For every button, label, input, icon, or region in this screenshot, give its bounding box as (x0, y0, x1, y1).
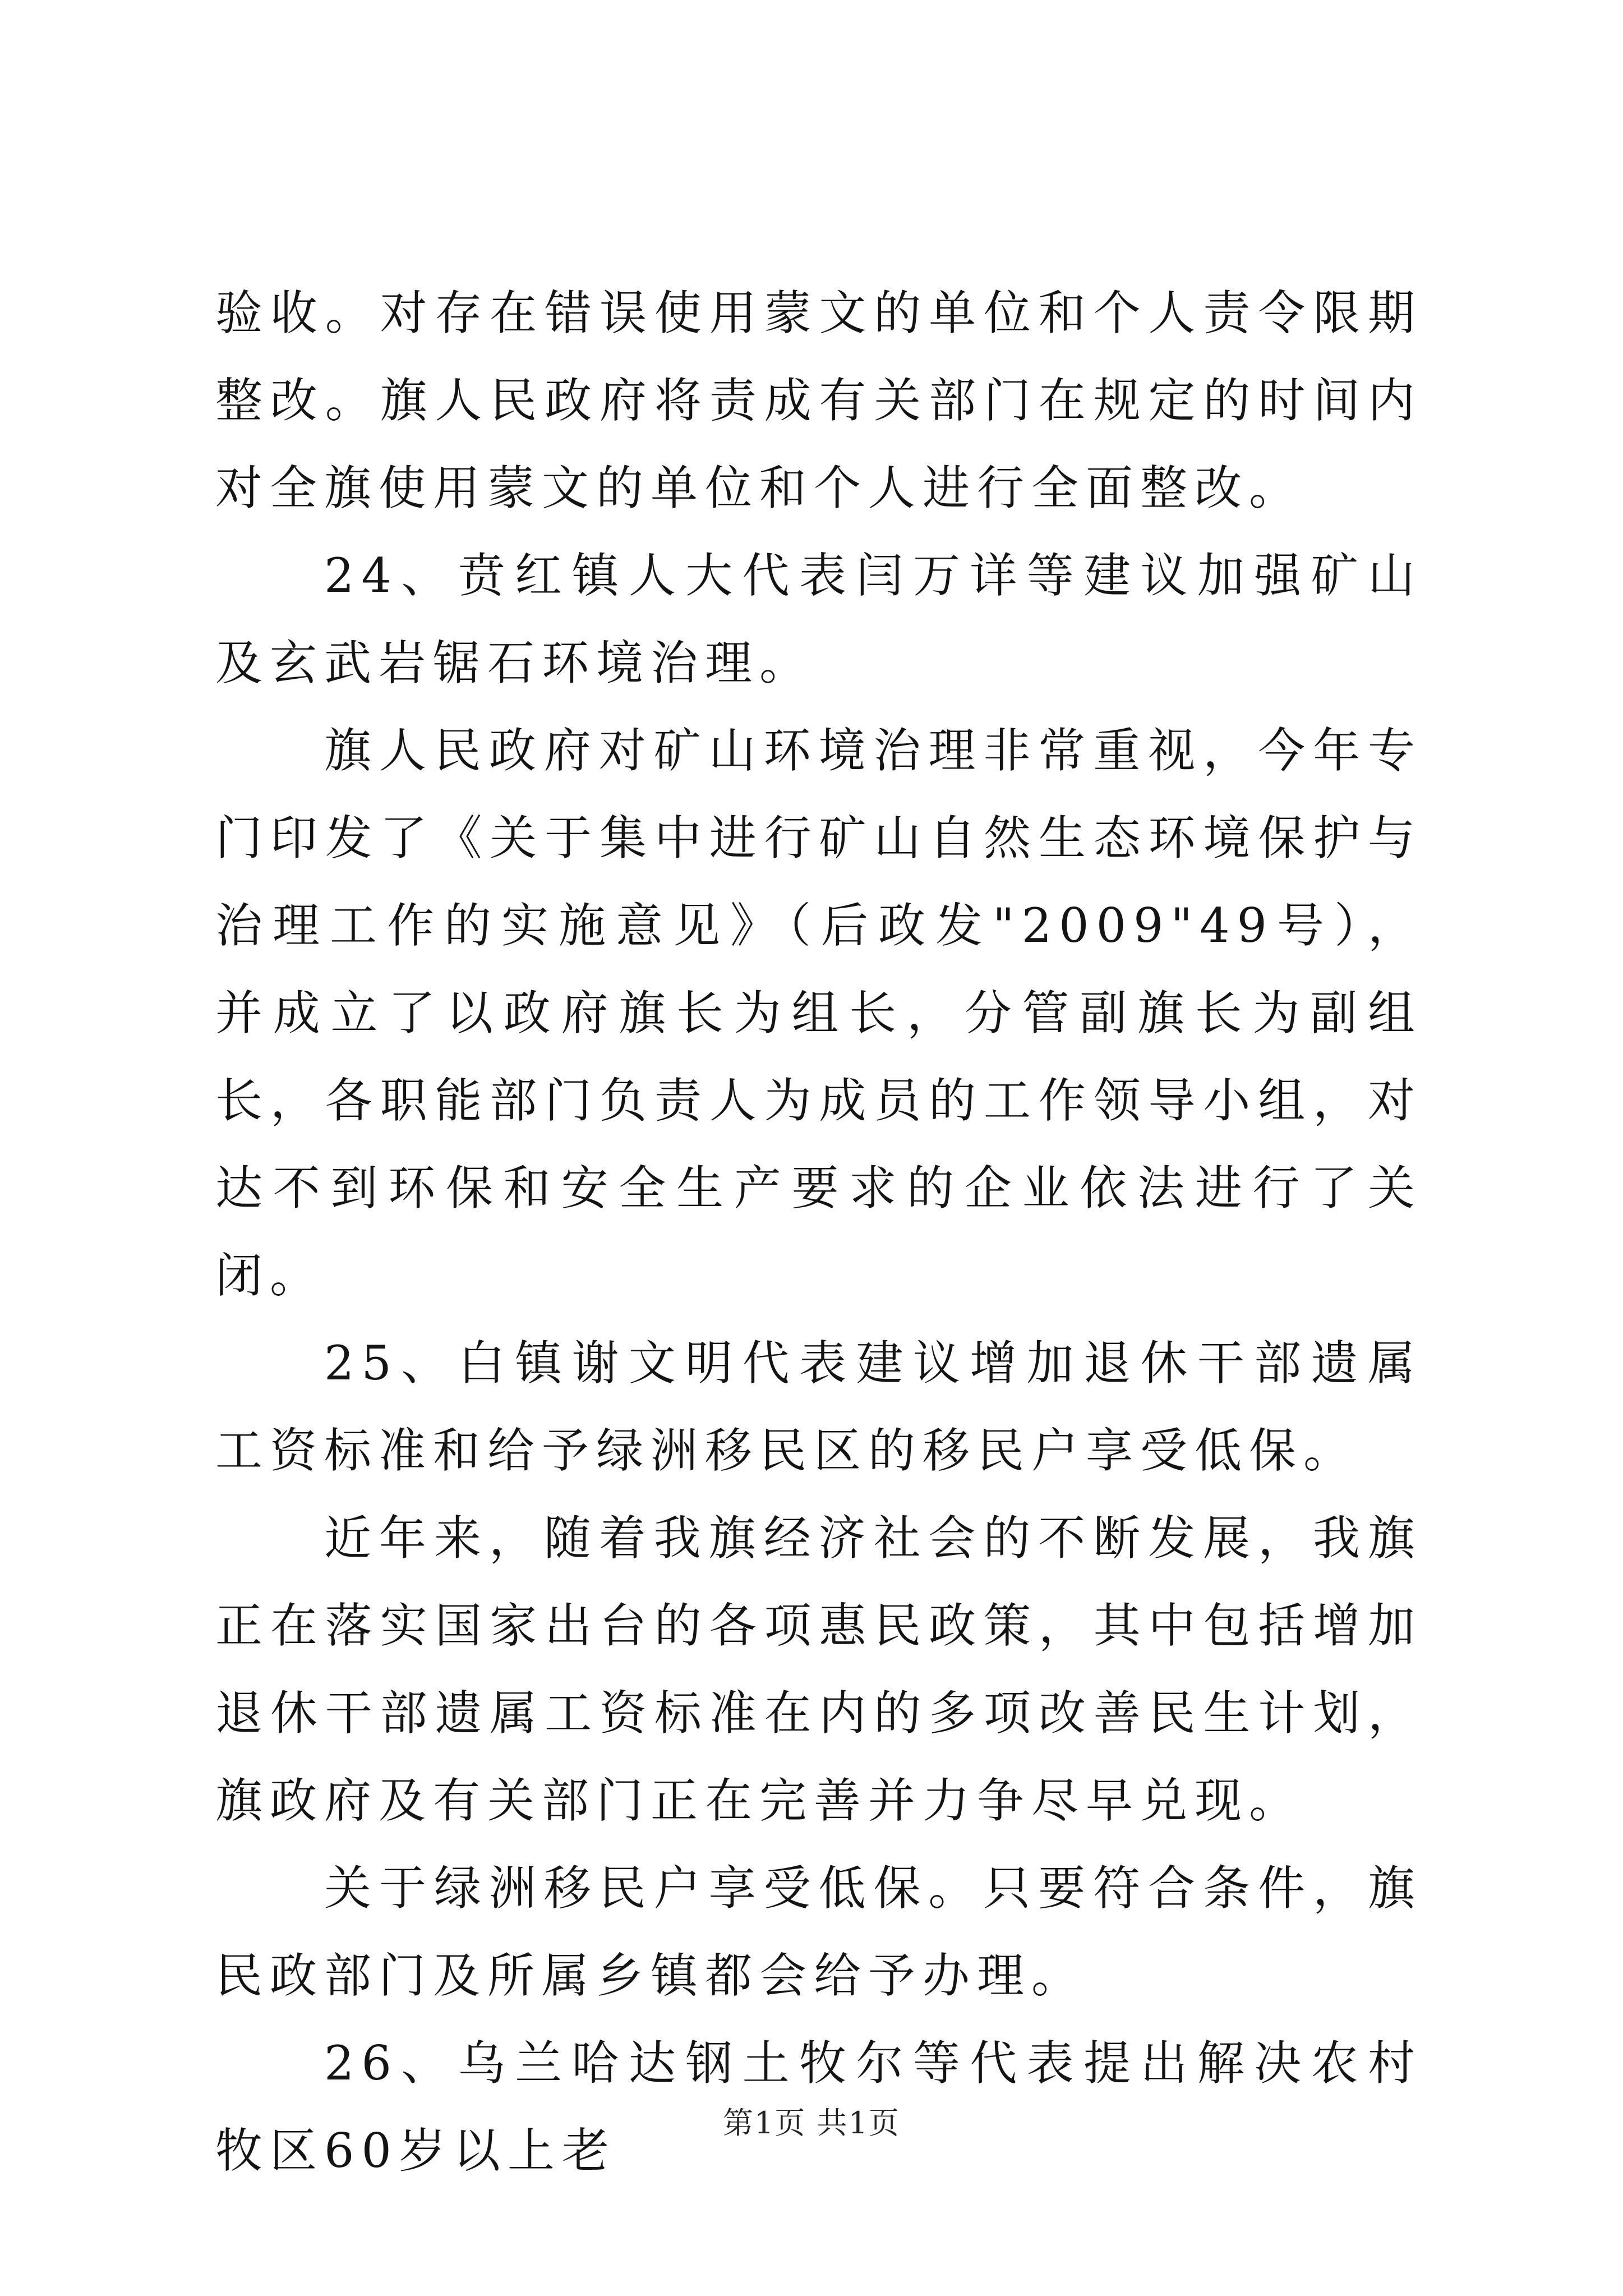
paragraph-3: 旗人民政府对矿山环境治理非常重视，今年专门印发了《关于集中进行矿山自然生态环境保护与治理工作的实施意见》（后政发"2009"49号），并成立了以政府旗长为组长，分管副旗长为副组长，各职能部门负责人为成员的工作领导小组，对达不到环保和安全生产要求的企业依法进行了关闭。 (215, 723, 1422, 1303)
paragraph-1: 验收。对存在错误使用蒙文的单位和个人责令限期整改。旗人民政府将责成有关部门在规定的时间内对全旗使用蒙文的单位和个人进行全面整改。 (215, 286, 1422, 516)
page-number-footer: 第1页 共1页 (723, 2105, 900, 2141)
paragraph-2: 24、贲红镇人大代表闫万详等建议加强矿山及玄武岩锯石环境治理。 (215, 548, 1422, 691)
document-body (215, 269, 1422, 2194)
paragraph-6: 关于绿洲移民户享受低保。只要符合条件，旗民政部门及所属乡镇都会给予办理。 (215, 1861, 1422, 2003)
paragraph-4: 25、白镇谢文明代表建议增加退休干部遗属工资标准和给予绿洲移民区的移民户享受低保。 (215, 1336, 1422, 1478)
paragraph-7: 26、乌兰哈达钢土牧尔等代表提出解决农村牧区60岁以上老 (215, 2036, 1422, 2178)
paragraph-5: 近年来，随着我旗经济社会的不断发展，我旗正在落实国家出台的各项惠民政策，其中包括增加退休干部遗属工资标准在内的多项改善民生计划，旗政府及有关部门正在完善并力争尽早兑现。 (215, 1511, 1422, 1828)
